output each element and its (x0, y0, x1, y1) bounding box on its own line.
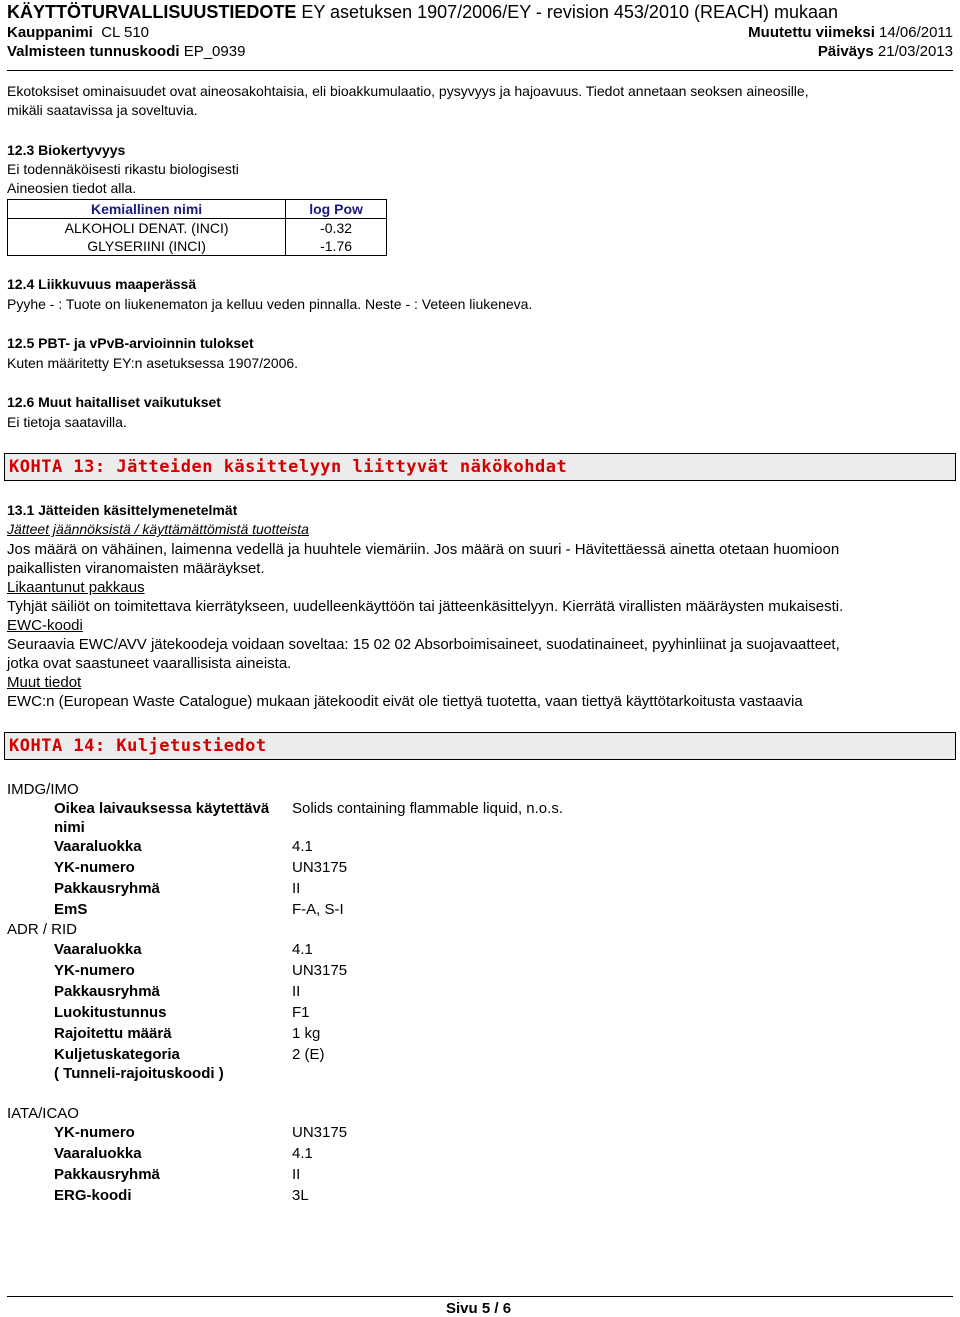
table-row (8, 219, 387, 238)
logpow-cell: -1.76 (286, 237, 387, 256)
iata-un-value: UN3175 (292, 1124, 348, 1141)
adr-packing-group-label: Pakkausryhmä (54, 983, 160, 1000)
trade-name (7, 24, 149, 41)
bioaccumulation-text-1: Ei todennäköisesti rikastu biologisesti (7, 161, 239, 177)
packaging-label: Likaantunut pakkaus (7, 579, 145, 596)
iata-erg-code-value: 3L (292, 1187, 309, 1204)
column-header-chemical-name: Kemiallinen nimi (8, 200, 286, 219)
chemical-name-cell: ALKOHOLI DENAT. (INCI) (8, 219, 286, 238)
revision-date-value: 14/06/2011 (879, 24, 953, 41)
pbt-heading: 12.5 PBT- ja vPvB-arvioinnin tulokset (7, 335, 254, 351)
adr-mode: ADR / RID (7, 921, 78, 938)
adr-tunnel-code-label: ( Tunneli-rajoituskoodi ) (54, 1065, 224, 1082)
header-divider (7, 70, 953, 71)
adr-transport-category-value: 2 (E) (292, 1046, 325, 1063)
document-title-main: KÄYTTÖTURVALLISUUSTIEDOTE (7, 2, 297, 22)
adr-un-value: UN3175 (292, 962, 348, 979)
imdg-shipping-name-value: Solids containing flammable liquid, n.o.s. (292, 800, 563, 817)
pbt-text: Kuten määritetty EY:n asetuksessa 1907/2006. (7, 355, 299, 371)
imdg-shipping-name-label-1: Oikea laivauksessa käytettävä (54, 800, 270, 817)
iata-packing-group-value: II (292, 1166, 301, 1183)
other-info-label: Muut tiedot (7, 674, 82, 691)
product-code (7, 43, 245, 60)
other-effects-text: Ei tietoja saatavilla. (7, 414, 127, 430)
residues-label: Jätteet jäännöksistä / käyttämättömistä tuotteista (7, 521, 309, 537)
adr-transport-category-label: Kuljetuskategoria (54, 1046, 180, 1063)
iata-hazard-class-value: 4.1 (292, 1145, 313, 1162)
logpow-table (7, 199, 387, 256)
issue-date-value: 21/03/2013 (877, 43, 953, 60)
issue-date (818, 43, 953, 60)
iata-un-label: YK-numero (54, 1124, 135, 1141)
bioaccumulation-text-2: Aineosien tiedot alla. (7, 180, 137, 196)
other-info-text: EWC:n (European Waste Catalogue) mukaan jätekoodit eivät ole tiettyä tuotetta, vaan tiettyä käyttötarkoitusta vastaavia (7, 693, 803, 710)
page-number: Sivu 5 / 6 (446, 1300, 512, 1317)
product-code-label: Valmisteen tunnuskoodi (7, 43, 180, 60)
imdg-hazard-class-value: 4.1 (292, 838, 313, 855)
chemical-name-cell: GLYSERIINI (INCI) (8, 237, 286, 256)
imdg-un-label: YK-numero (54, 859, 135, 876)
logpow-cell: -0.32 (286, 219, 387, 238)
adr-classification-value: F1 (292, 1004, 310, 1021)
packaging-text: Tyhjät säiliöt on toimitettava kierrätykseen, uudelleenkäyttöön tai jätteenkäsittelyyn. Kierrätä virallisten määräysten mukaisesti. (7, 598, 844, 615)
section-14-bar (4, 732, 956, 760)
ewc-text-2: jotka ovat saastuneet vaarallisista aineista. (7, 655, 292, 672)
product-code-value: EP_0939 (183, 43, 246, 60)
adr-hazard-class-value: 4.1 (292, 941, 313, 958)
imdg-ems-value: F-A, S-I (292, 901, 344, 918)
imdg-un-value: UN3175 (292, 859, 348, 876)
waste-methods-heading: 13.1 Jätteiden käsittelymenetelmät (7, 502, 238, 518)
other-effects-heading: 12.6 Muut haitalliset vaikutukset (7, 394, 221, 410)
ewc-label: EWC-koodi (7, 617, 83, 634)
mobility-heading: 12.4 Liikkuvuus maaperässä (7, 276, 197, 292)
ecotox-intro-line2: mikäli saatavissa ja soveltuvia. (7, 102, 198, 118)
adr-limited-quantity-label: Rajoitettu määrä (54, 1025, 172, 1042)
document-title (7, 2, 838, 23)
adr-limited-quantity-value: 1 kg (292, 1025, 321, 1042)
iata-hazard-class-label: Vaaraluokka (54, 1145, 142, 1162)
section-14-title: KOHTA 14: Kuljetustiedot (9, 736, 267, 756)
section-13-title: KOHTA 13: Jätteiden käsittelyyn liittyvät näkökohdat (9, 457, 568, 477)
imdg-packing-group-value: II (292, 880, 301, 897)
section-13-bar (4, 453, 956, 481)
adr-classification-label: Luokitustunnus (54, 1004, 167, 1021)
residues-text-1: Jos määrä on vähäinen, laimenna vedellä ja huuhtele viemäriin. Jos määrä on suuri - Hävitettäessä ainetta otetaan huomioon (7, 541, 840, 558)
table-row (8, 237, 387, 256)
revision-date (748, 24, 953, 41)
ewc-text-1: Seuraavia EWC/AVV jätekoodeja voidaan soveltaa: 15 02 02 Absorboimisaineet, suodatinaineet, pyyhinliinat ja suojavaatteet, (7, 636, 840, 653)
adr-un-label: YK-numero (54, 962, 135, 979)
adr-hazard-class-label: Vaaraluokka (54, 941, 142, 958)
imdg-mode: IMDG/IMO (7, 781, 79, 798)
table-header-row (8, 200, 387, 219)
issue-date-label: Päiväys (817, 43, 874, 60)
imdg-ems-label: EmS (54, 901, 88, 918)
column-header-logpow: log Pow (286, 200, 387, 219)
imdg-packing-group-label: Pakkausryhmä (54, 880, 160, 897)
revision-date-label: Muutettu viimeksi (748, 24, 875, 41)
residues-text-2: paikallisten viranomaisten määräykset. (7, 560, 265, 577)
adr-packing-group-value: II (292, 983, 301, 1000)
iata-packing-group-label: Pakkausryhmä (54, 1166, 160, 1183)
imdg-hazard-class-label: Vaaraluokka (54, 838, 142, 855)
mobility-text: Pyyhe - : Tuote on liukenematon ja kelluu veden pinnalla. Neste - : Veteen liukeneva. (7, 296, 533, 312)
ecotox-intro-line1: Ekotoksiset ominaisuudet ovat aineosakohtaisia, eli bioakkumulaatio, pysyvyys ja hajoavuus. Tiedot annetaan seoksen aineosille, (7, 83, 809, 99)
footer-divider (7, 1296, 953, 1297)
trade-name-value: CL 510 (101, 24, 149, 41)
document-title-regulation: EY asetuksen 1907/2006/EY - revision 453/2010 (REACH) mukaan (301, 2, 839, 22)
bioaccumulation-heading: 12.3 Biokertyvyys (7, 142, 126, 158)
trade-name-label: Kauppanimi (7, 24, 93, 41)
iata-erg-code-label: ERG-koodi (54, 1187, 132, 1204)
imdg-shipping-name-label-2: nimi (54, 819, 85, 836)
iata-mode: IATA/ICAO (7, 1105, 79, 1122)
